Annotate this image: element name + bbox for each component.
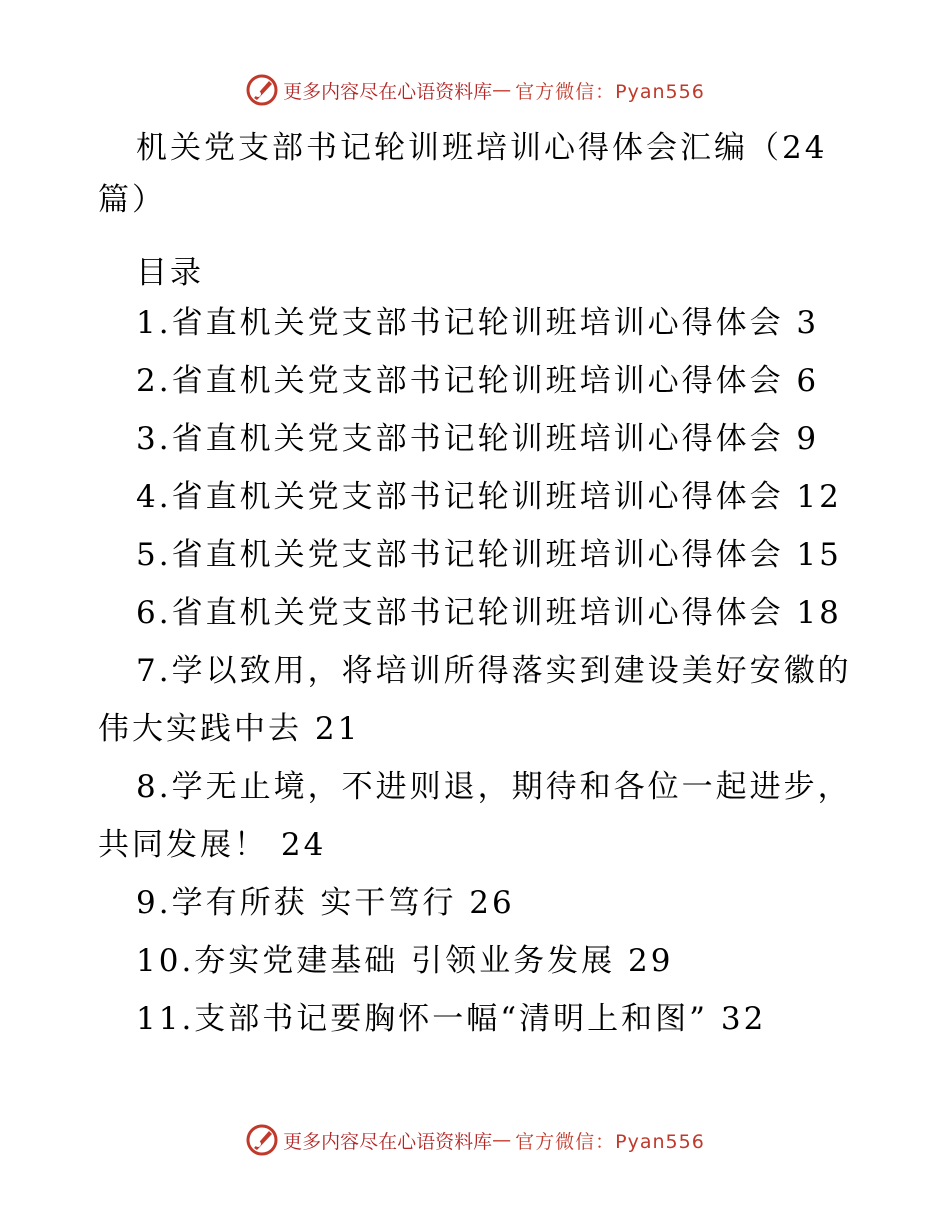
banner-brand-text: 更多内容尽在心语资料库: [283, 1130, 493, 1153]
toc-item[interactable]: 9.学有所获 实干笃行 26: [136, 885, 515, 921]
banner-brand-text: 更多内容尽在心语资料库: [283, 80, 493, 103]
toc-item[interactable]: 5.省直机关党支部书记轮训班培训心得体会 15: [136, 537, 842, 573]
pen-logo-icon: [245, 1123, 279, 1157]
document-title-line2: 篇）: [98, 182, 166, 218]
pen-logo-icon: [245, 73, 279, 107]
toc-item[interactable]: 8.学无止境，不进则退，期待和各位一起进步，: [136, 769, 852, 805]
document-body: [98, 118, 858, 1048]
toc-item[interactable]: 11.支部书记要胸怀一幅“清明上和图” 32: [136, 1001, 767, 1037]
toc-item[interactable]: 6.省直机关党支部书记轮训班培训心得体会 18: [136, 595, 842, 631]
toc-item[interactable]: 3.省直机关党支部书记轮训班培训心得体会 9: [136, 421, 820, 457]
banner-wechat-text: 官方微信：Pyan556: [515, 1130, 705, 1153]
toc-item[interactable]: 1.省直机关党支部书记轮训班培训心得体会 3: [136, 305, 820, 341]
toc-item[interactable]: 10.夯实党建基础 引领业务发展 29: [136, 943, 674, 979]
toc-label: 目录: [136, 255, 204, 291]
toc-item[interactable]: 7.学以致用，将培训所得落实到建设美好安徽的: [136, 653, 852, 689]
toc-item-continuation[interactable]: 伟大实践中去 21: [98, 711, 361, 747]
banner-separator: —: [492, 79, 512, 101]
banner-separator: —: [492, 1129, 512, 1151]
banner-wechat-text: 官方微信：Pyan556: [515, 80, 705, 103]
document-title-line1: 机关党支部书记轮训班培训心得体会汇编（24: [136, 130, 828, 166]
header-banner: [0, 68, 950, 112]
toc-item[interactable]: 2.省直机关党支部书记轮训班培训心得体会 6: [136, 363, 820, 399]
toc-item[interactable]: 4.省直机关党支部书记轮训班培训心得体会 12: [136, 479, 842, 515]
toc-item-continuation[interactable]: 共同发展！ 24: [98, 827, 327, 863]
footer-banner: [0, 1118, 950, 1162]
